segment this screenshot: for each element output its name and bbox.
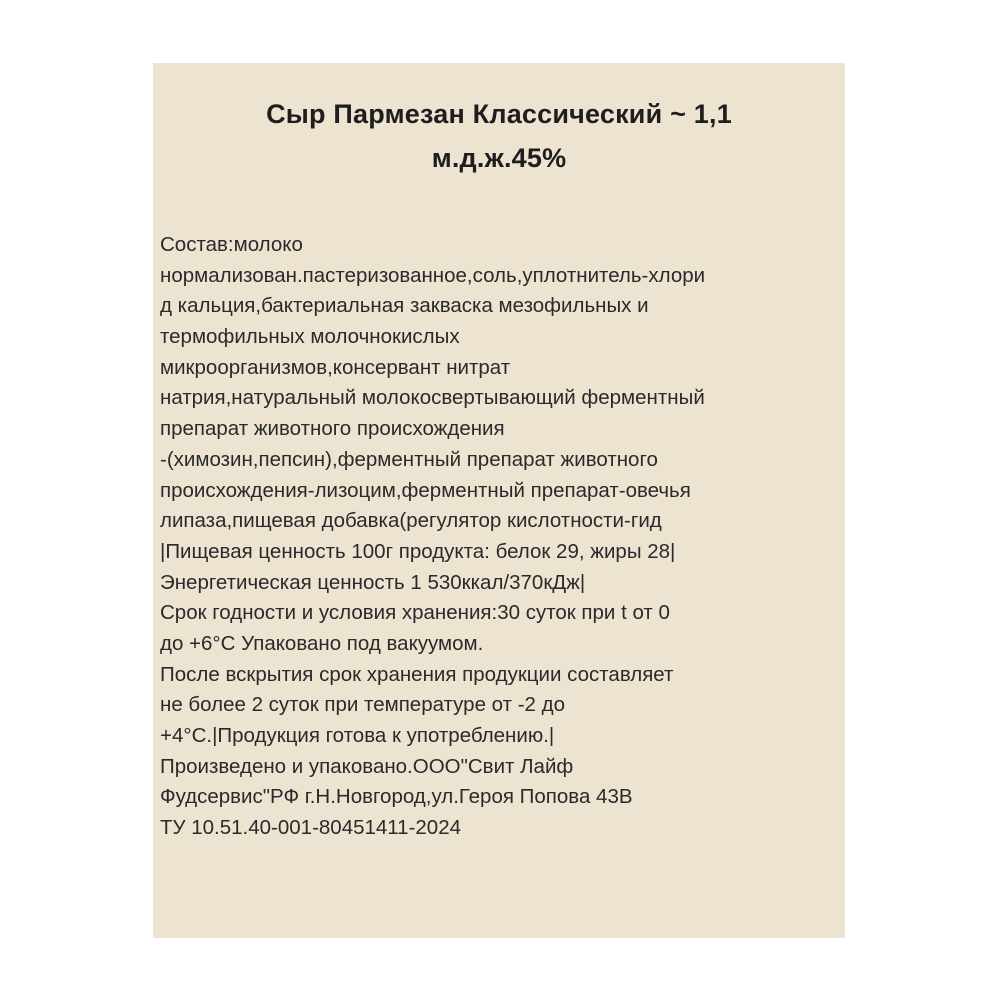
label-body — [160, 230, 845, 844]
composition-line: микроорганизмов,консервант нитрат — [160, 355, 511, 379]
composition-line: липаза,пищевая добавка(регулятор кислотности-гид — [160, 509, 662, 533]
manufacturer-line: Фудсервис"РФ г.Н.Новгород,ул.Героя Попова 43В — [160, 785, 633, 809]
composition-line: -(химозин,пепсин),ферментный препарат животного — [160, 447, 658, 471]
composition-line: Состав:молоко — [160, 233, 303, 256]
composition-line: термофильных молочнокислых — [160, 325, 460, 349]
energy-line: Энергетическая ценность 1 530ккал/370кДж| — [160, 570, 586, 594]
product-label — [153, 63, 845, 938]
composition-line: происхождения-лизоцим,ферментный препарат-овечья — [160, 478, 691, 502]
composition-line: нормализован.пастеризованное,соль,уплотнитель-хлори — [160, 263, 706, 287]
composition-line: натрия,натуральный молокосвертывающий ферментный — [160, 386, 705, 410]
composition-line: препарат животного происхождения — [160, 417, 505, 441]
storage-line: не более 2 суток при температуре от -2 до — [160, 693, 566, 717]
storage-line: +4°С.|Продукция готова к употреблению.| — [160, 724, 555, 747]
nutrition-line: |Пищевая ценность 100г продукта: белок 29, жиры 28| — [160, 539, 676, 563]
storage-line: до +6°С Упаковано под вакуумом. — [160, 631, 484, 655]
manufacturer-line: Произведено и упаковано.ООО"Свит Лайф — [160, 754, 574, 778]
product-title: Сыр Пармезан Классический ~ 1,1 — [266, 99, 732, 129]
storage-line: Срок годности и условия хранения:30 суток при t от 0 — [160, 601, 670, 625]
standard-line: ТУ 10.51.40-001-80451411-2024 — [160, 816, 462, 840]
storage-line: После вскрытия срок хранения продукции составляет — [160, 662, 674, 686]
fat-content: м.д.ж.45% — [431, 143, 567, 173]
composition-line: д кальция,бактериальная закваска мезофильных и — [160, 294, 649, 318]
